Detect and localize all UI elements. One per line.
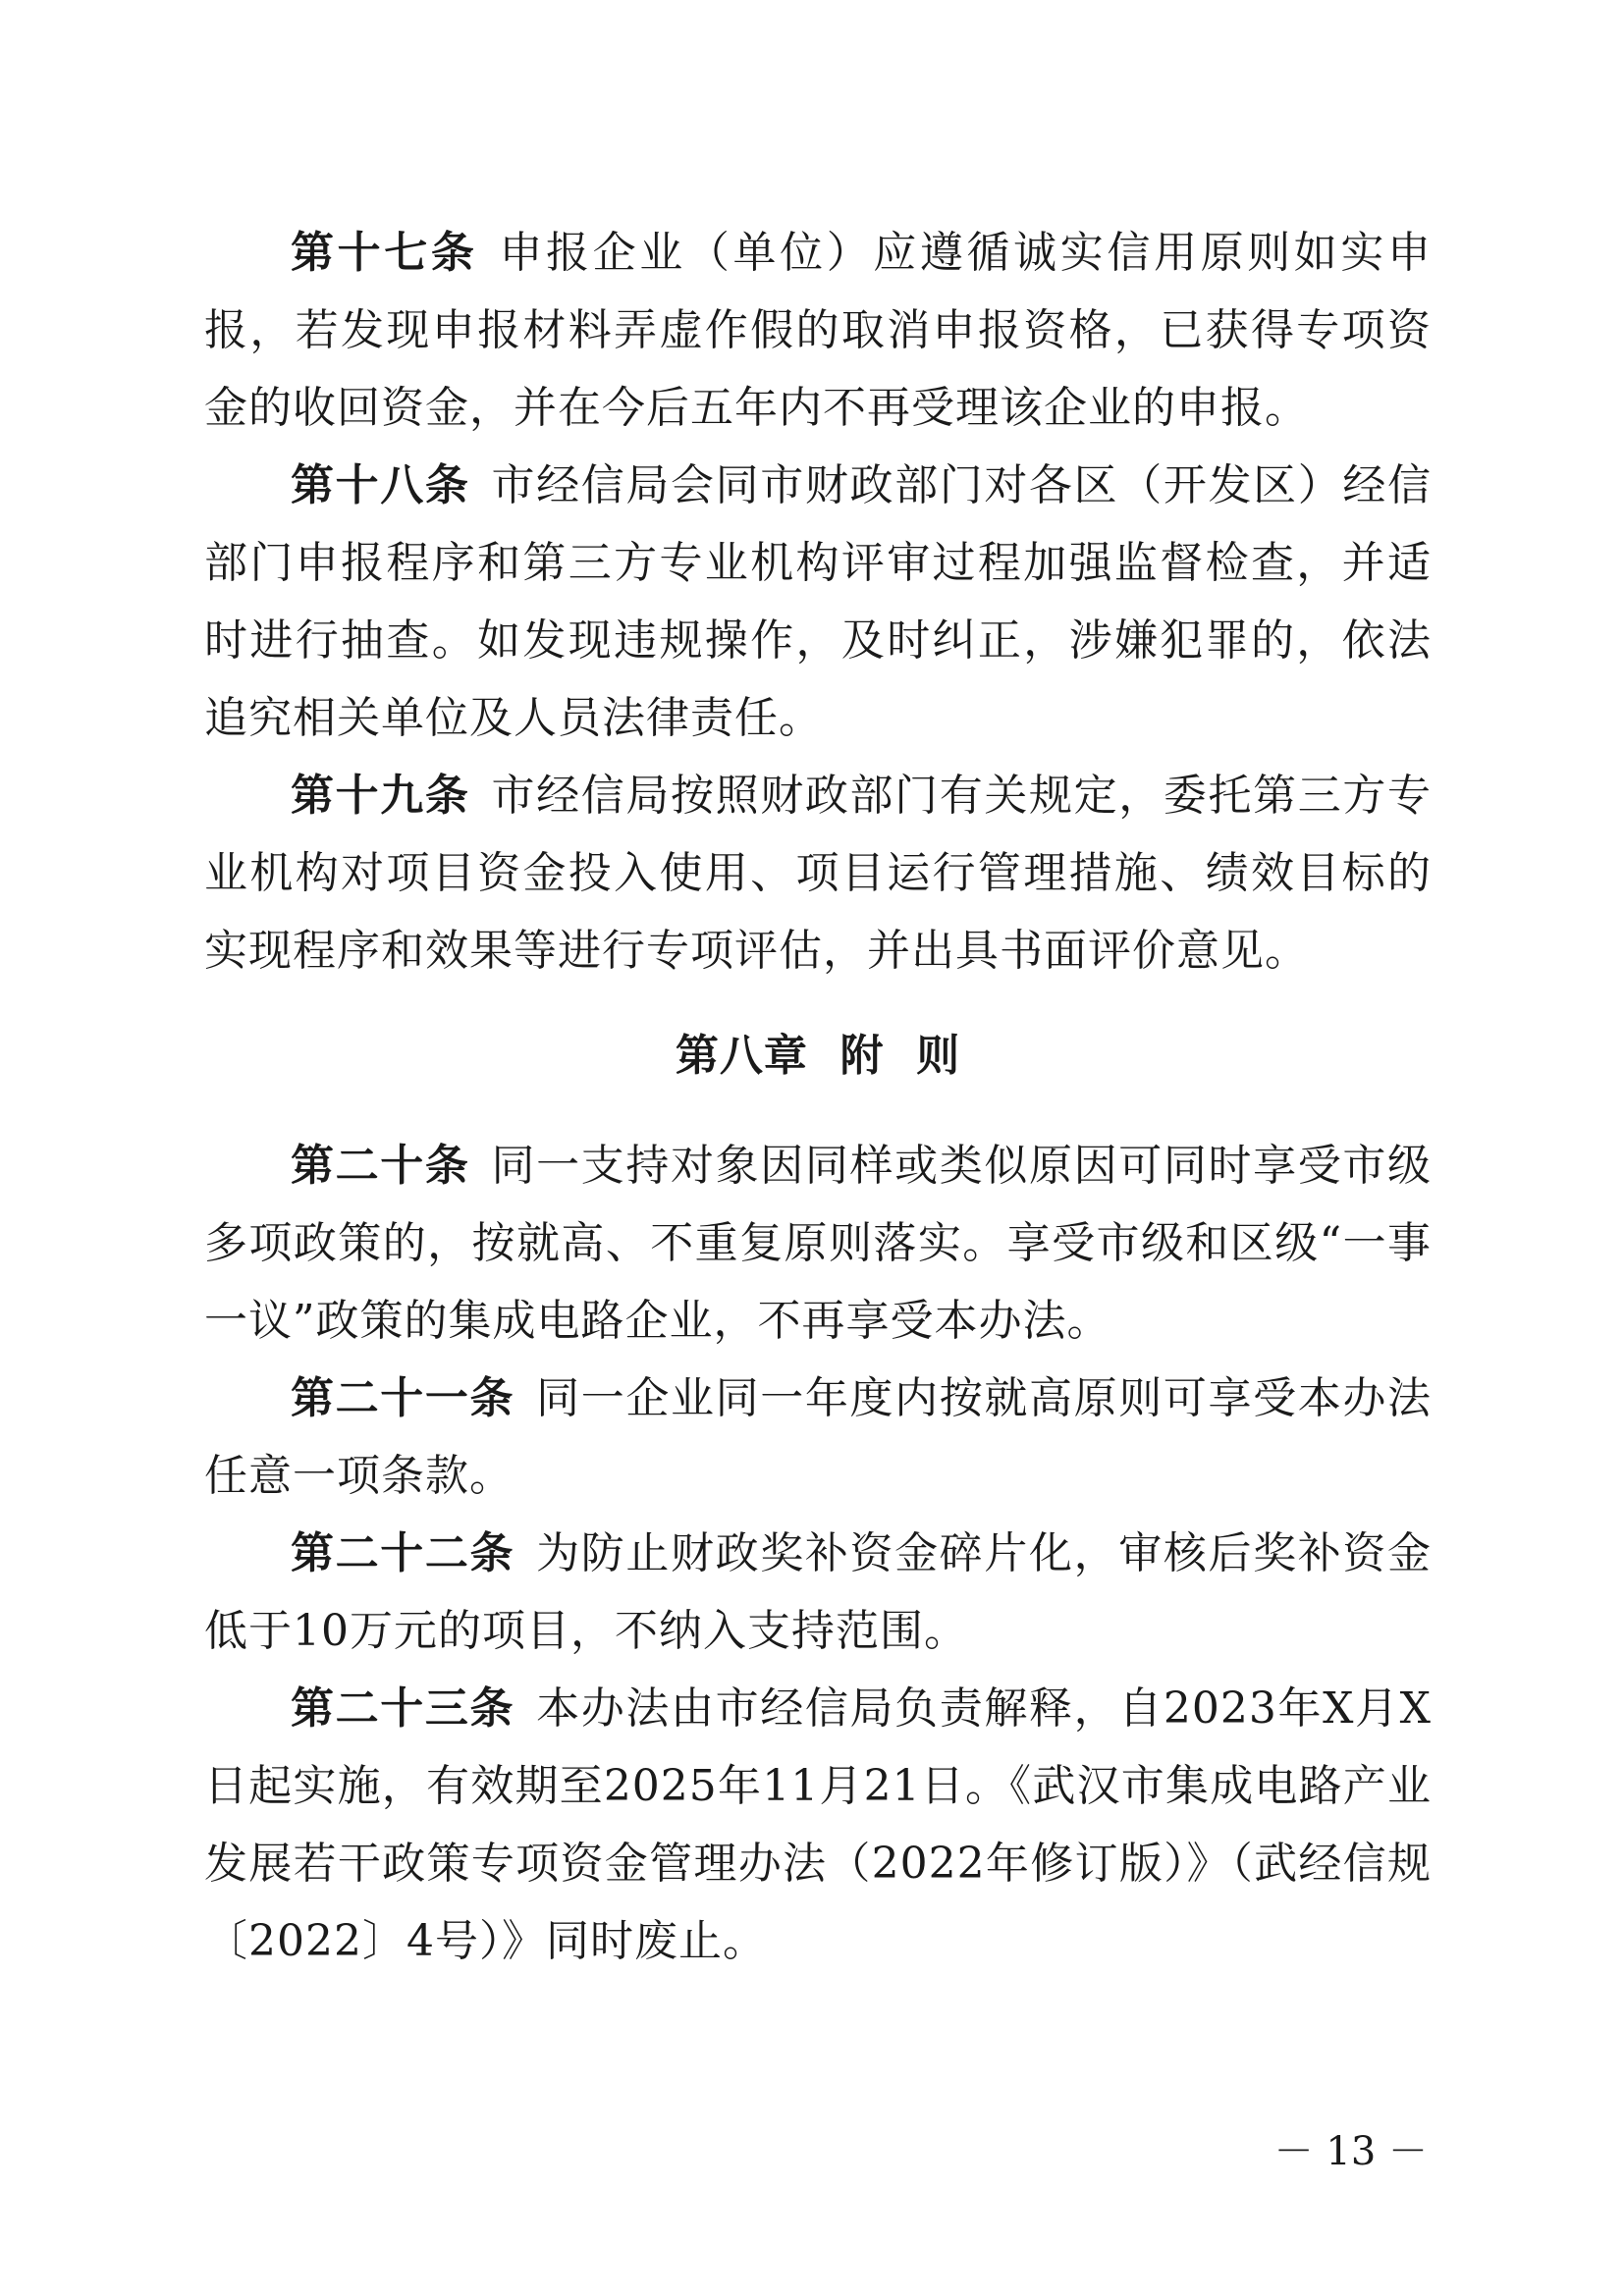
article-18 bbox=[204, 447, 1432, 757]
article-text: 申报企业（单位）应遵循诚实信用原则如实申报，若发现申报材料弄虚作假的取消申报资格，已获得专项资金的收回资金，并在今后五年内不再受理该企业的申报。 bbox=[204, 228, 1433, 433]
article-label: 第二十三条 bbox=[291, 1683, 515, 1734]
article-text: 为防止财政奖补资金碎片化，审核后奖补资金低于10万元的项目，不纳入支持范围。 bbox=[204, 1528, 1432, 1656]
chapter-heading: 第八章 附 则 bbox=[675, 1031, 961, 1081]
article-21 bbox=[204, 1360, 1432, 1515]
article-label: 第二十一条 bbox=[291, 1373, 515, 1423]
article-20 bbox=[204, 1127, 1432, 1360]
page-number: － 13 － bbox=[1273, 2129, 1428, 2174]
article-text: 市经信局按照财政部门有关规定，委托第三方专业机构对项目资金投入使用、项目运行管理措施、绩效目标的实现程序和效果等进行专项评估，并出具书面评价意见。 bbox=[204, 771, 1432, 976]
article-label: 第十八条 bbox=[291, 460, 470, 510]
article-label: 第二十条 bbox=[291, 1141, 470, 1191]
article-22 bbox=[204, 1515, 1432, 1670]
article-17 bbox=[204, 214, 1432, 447]
article-text: 同一支持对象因同样或类似原因可同时享受市级多项政策的，按就高、不重复原则落实。享受市级和区级“一事一议”政策的集成电路企业，不再享受本办法。 bbox=[204, 1141, 1432, 1346]
document-body bbox=[204, 214, 1432, 1980]
article-text: 同一企业同一年度内按就高原则可享受本办法任意一项条款。 bbox=[204, 1373, 1432, 1501]
article-text: 市经信局会同市财政部门对各区（开发区）经信部门申报程序和第三方专业机构评审过程加强监督检查，并适时进行抽查。如发现违规操作，及时纠正，涉嫌犯罪的，依法追究相关单位及人员法律责任。 bbox=[204, 460, 1432, 743]
article-label: 第二十二条 bbox=[291, 1528, 515, 1578]
article-23 bbox=[204, 1670, 1432, 1980]
article-text: 本办法由市经信局负责解释，自2023年X月X日起实施，有效期至2025年11月21日。《武汉市集成电路产业发展若干政策专项资金管理办法（2022年修订版）》（武经信规〔2022〕4号）》同时废止。 bbox=[204, 1683, 1432, 1966]
article-19 bbox=[204, 757, 1432, 989]
article-label: 第十九条 bbox=[291, 771, 470, 821]
article-label: 第十七条 bbox=[291, 228, 478, 278]
